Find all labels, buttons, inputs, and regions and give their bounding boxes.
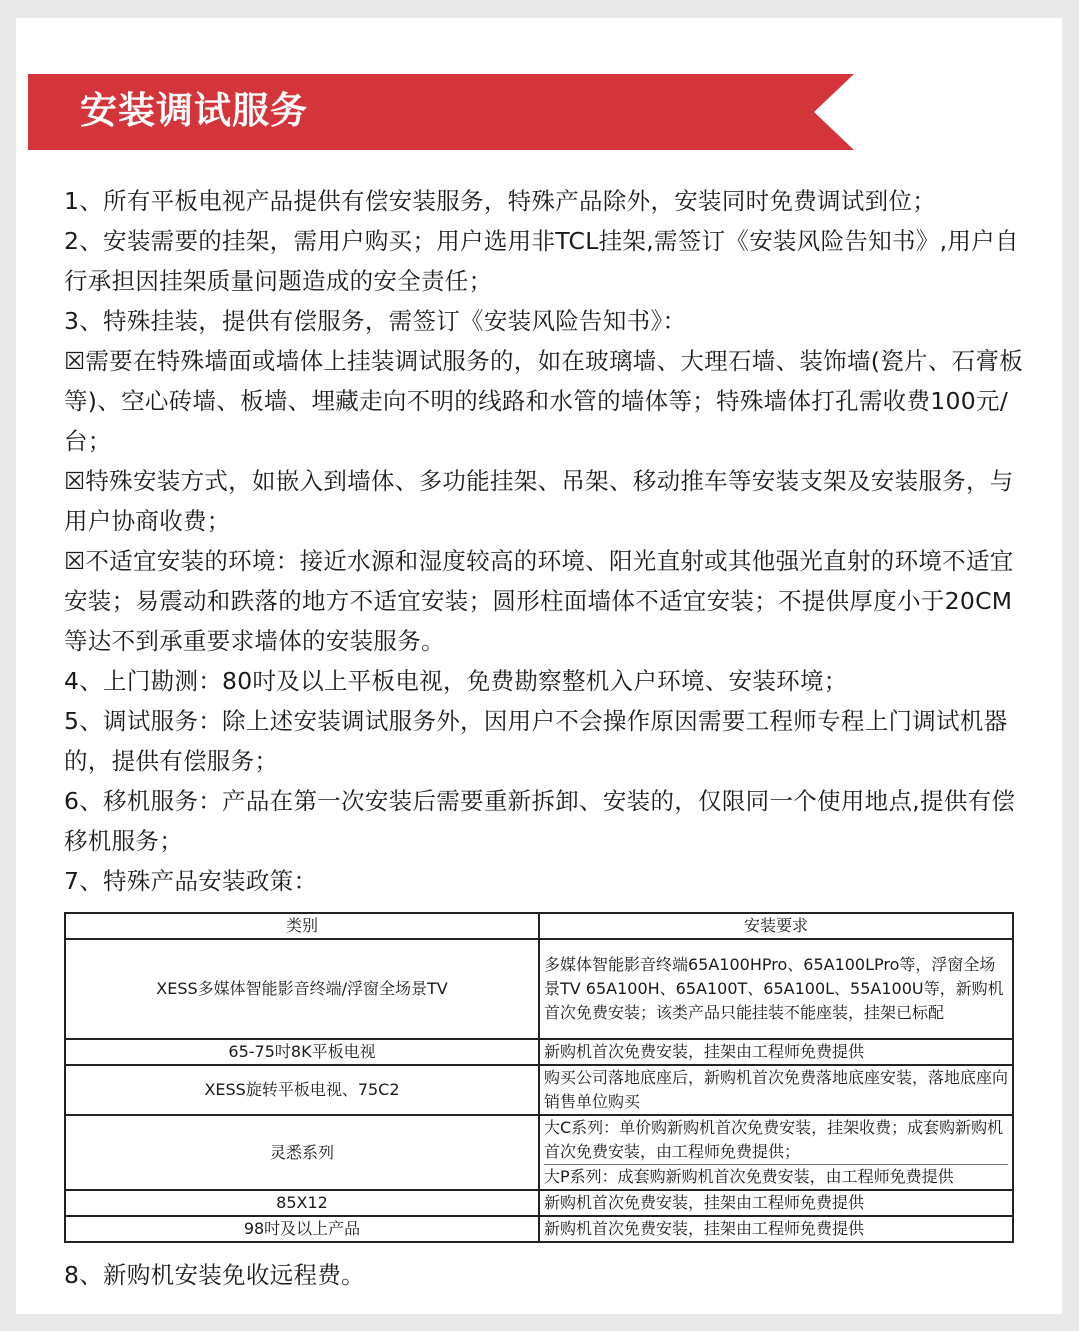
row-requirement: 购买公司落地底座后，新购机首次免费落地底座安装，落地底座向销售单位购买	[539, 1065, 1013, 1115]
requirement-part: 大C系列：单价购新购机首次免费安装，挂架收费；成套购新购机首次免费安装，由工程师免费提供；	[544, 1118, 1004, 1161]
header-requirement: 安装要求	[539, 913, 1013, 939]
term-8: 8、新购机安装免收远程费。	[64, 1261, 365, 1289]
row-category: 98吋及以上产品	[65, 1216, 539, 1242]
term-3b: ☒特殊安装方式，如嵌入到墙体、多功能挂架、吊架、移动推车等安装支架及安装服务，与用户协商收费；	[64, 467, 1014, 535]
row-requirement: 新购机首次免费安装，挂架由工程师免费提供	[539, 1216, 1013, 1242]
term-3a: ☒需要在特殊墙面或墙体上挂装调试服务的，如在玻璃墙、大理石墙、装饰墙(瓷片、石膏板等)、空心砖墙、板墙、埋藏走向不明的线路和水管的墙体等；特殊墙体打孔需收费100元/台；	[64, 347, 1024, 455]
service-terms	[64, 181, 1036, 901]
row-requirement: 新购机首次免费安装，挂架由工程师免费提供	[539, 1190, 1013, 1216]
row-requirement: 新购机首次免费安装，挂架由工程师免费提供	[539, 1039, 1013, 1065]
row-category: 灵悉系列	[65, 1115, 539, 1190]
header-category: 类别	[65, 913, 539, 939]
row-category: XESS旋转平板电视、75C2	[65, 1065, 539, 1115]
term-1: 1、所有平板电视产品提供有偿安装服务，特殊产品除外，安装同时免费调试到位；	[64, 187, 937, 215]
term-2: 2、安装需要的挂架，需用户购买；用户选用非TCL挂架,需签订《安装风险告知书》,用户自行承担因挂架质量问题造成的安全责任；	[64, 227, 1019, 295]
table-row	[65, 939, 1013, 1039]
row-requirement	[539, 1115, 1013, 1190]
term-7: 7、特殊产品安装政策：	[64, 867, 318, 895]
term-5: 5、调试服务：除上述安装调试服务外，因用户不会操作原因需要工程师专程上门调试机器的，提供有偿服务；	[64, 707, 1008, 775]
row-category: 85X12	[65, 1190, 539, 1216]
requirement-part: 大P系列：成套购新购机首次免费安装，由工程师免费提供	[544, 1164, 1008, 1189]
row-requirement: 多媒体智能影音终端65A100HPro、65A100LPro等，浮窗全场景TV 65A100H、65A100T、65A100L、55A100U等，新购机首次免费安装；该类产品只能挂装不能座装，挂架已标配	[539, 939, 1013, 1039]
table-row	[65, 1190, 1013, 1216]
section-title: 安装调试服务	[80, 89, 308, 132]
table-row	[65, 1039, 1013, 1065]
term-3: 3、特殊挂装，提供有偿服务，需签订《安装风险告知书》：	[64, 307, 687, 335]
section-banner	[28, 74, 854, 150]
special-product-policy-table	[64, 912, 1014, 1243]
table-row	[65, 1065, 1013, 1115]
table-row	[65, 1115, 1013, 1190]
term-4: 4、上门勘测：80吋及以上平板电视，免费勘察整机入户环境、安装环境；	[64, 667, 848, 695]
term-3c: ☒不适宜安装的环境：接近水源和湿度较高的环境、阳光直射或其他强光直射的环境不适宜安装；易震动和跌落的地方不适宜安装；圆形柱面墙体不适宜安装；不提供厚度小于20CM等达不到承重要求墙体的安装服务。	[64, 547, 1014, 655]
page-card	[16, 18, 1062, 1314]
table-header-row	[65, 913, 1013, 939]
table-row	[65, 1216, 1013, 1242]
row-category: 65-75吋8K平板电视	[65, 1039, 539, 1065]
row-category: XESS多媒体智能影音终端/浮窗全场景TV	[65, 939, 539, 1039]
term-6: 6、移机服务：产品在第一次安装后需要重新拆卸、安装的，仅限同一个使用地点,提供有偿移机服务；	[64, 787, 1016, 855]
